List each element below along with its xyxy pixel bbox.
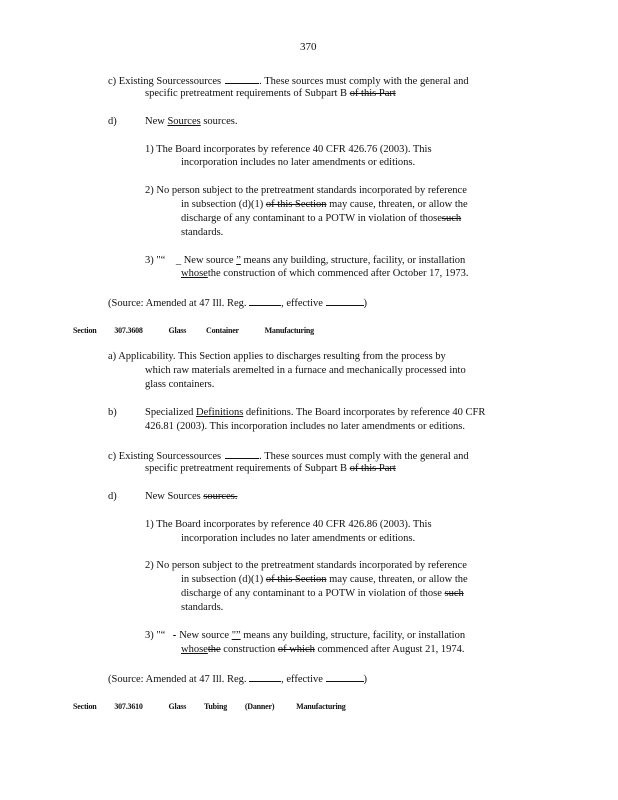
s2-d2-line4: standards. [181,602,224,613]
s2-b-label: b) [108,407,117,418]
s1-d-heading: New Sources sources. [145,116,238,127]
blank-line [249,295,281,306]
s2-a-line1: a) Applicability. This Section applies to discharges resulting from the process by [108,351,446,362]
s2-source-note: (Source: Amended at 47 Ill. Reg. , effective ) [108,671,367,687]
blank-line [326,295,364,306]
s2-d2-line3: discharge of any contaminant to a POTW in violation of those such [181,588,464,599]
s1-d1-line2: incorporation includes no later amendments or editions. [181,157,416,168]
s1-source-note: (Source: Amended at 47 Ill. Reg. , effective ) [108,295,367,311]
s2-d1-line2: incorporation includes no later amendments or editions. [181,533,416,544]
s1-d2-line2: in subsection (d)(1) of this Section may cause, threaten, or allow the [181,199,468,210]
s1-d2-line1: 2) No person subject to the pretreatment standards incorporated by reference [145,185,467,196]
s2-a-line3: glass containers. [145,379,215,390]
blank-line [326,671,364,682]
s2-d3-line1: 3) "“ New source "” means any building, structure, facility, or installation [145,630,466,641]
blank-line [249,671,281,682]
section-heading-307-3610: Section 307.3610 Glass Tubing (Danner) Manufacturing [73,702,346,711]
s2-b-line2: 426.81 (2003). This incorporation includes no later amendments or editions. [145,421,465,432]
s1-d2-line4: standards. [181,227,224,238]
s2-d-heading: New Sources sources. [145,491,238,502]
s1-d3-line2: whosethe construction of which commenced after October 17, 1973. [181,268,469,279]
s1-d2-line3: discharge of any contaminant to a POTW in violation of thosesuch [181,213,462,224]
s2-d2-line2: in subsection (d)(1) of this Section may cause, threaten, or allow the [181,574,468,585]
s1-c-line2: specific pretreatment requirements of Subpart B of this Part [145,88,396,99]
s2-a-line2: which raw materials aremelted in a furnace and mechanically processed into [145,365,466,376]
s2-d3-line2: whosethe construction of which commenced after August 21, 1974. [181,644,465,655]
s2-d1-line1: 1) The Board incorporates by reference 40 CFR 426.86 (2003). This [145,519,432,530]
s2-c-line1: c) Existing Sourcessources . These sources must comply with the general and [108,448,469,464]
s1-c-line1: c) Existing Sourcessources . These sources must comply with the general and [108,73,469,89]
s1-d3-line1: 3) "“ _ New source ” means any building, structure, facility, or installation [145,255,466,266]
s2-c-line2: specific pretreatment requirements of Subpart B of this Part [145,463,396,474]
section-heading-307-3608: Section 307.3608 Glass Container Manufacturing [73,326,314,335]
s2-b-line1: Specialized Definitions definitions. The Board incorporates by reference 40 CFR [145,407,486,418]
blank-line [225,73,259,84]
s1-d1-line1: 1) The Board incorporates by reference 40 CFR 426.76 (2003). This [145,144,432,155]
s2-d-label: d) [108,491,117,502]
blank-line [225,448,259,459]
page-number: 370 [300,41,317,53]
s1-d-label: d) [108,116,117,127]
s2-d2-line1: 2) No person subject to the pretreatment standards incorporated by reference [145,560,467,571]
